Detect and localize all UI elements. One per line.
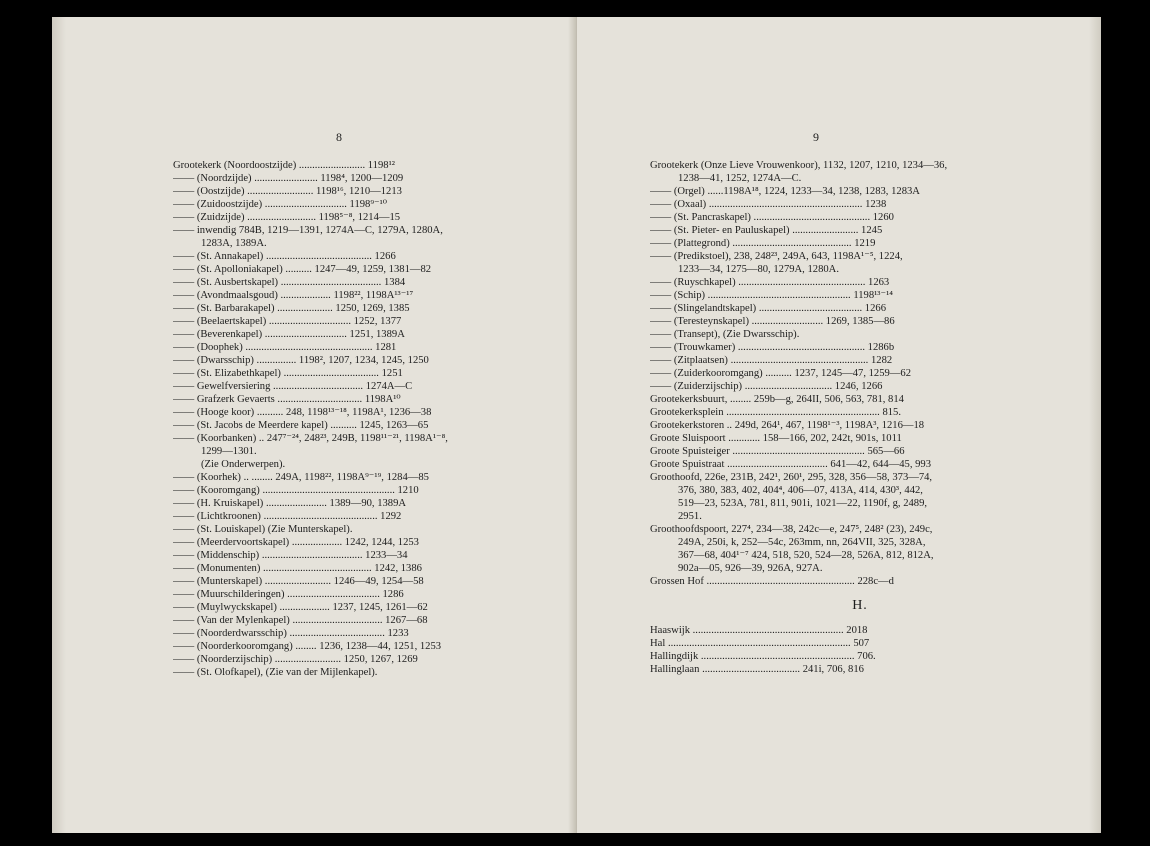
index-entry: 1299—1301. xyxy=(201,446,257,457)
index-entry: Grootekerksbuurt, ........ 259b—g, 264II, 506, 563, 781, 814 xyxy=(650,394,904,405)
index-entry: Hallinglaan ..................................... 241i, 706, 816 xyxy=(650,664,864,675)
index-entry: —— (Schip) ...................................................... 1198¹³⁻¹⁴ xyxy=(650,290,893,301)
index-entry: —— (Oxaal) .......................................................... 1238 xyxy=(650,199,887,210)
index-entry: —— (Oostzijde) ......................... 1198¹⁶, 1210—1213 xyxy=(173,186,402,197)
index-entry: —— (Hooge koor) .......... 248, 1198¹³⁻¹⁸, 1198A¹, 1236—38 xyxy=(173,407,432,418)
index-entry: 367—68, 404¹⁻⁷ 424, 518, 520, 524—28, 526A, 812, 812A, xyxy=(678,550,934,561)
index-entry: Hallingdijk .......................................................... 706. xyxy=(650,651,876,662)
index-entry: Grootekerk (Noordoostzijde) ......................... 1198¹² xyxy=(173,160,395,171)
index-entry: —— (Zitplaatsen) .................................................... 1282 xyxy=(650,355,893,366)
index-entry: —— (St. Louiskapel) (Zie Munterskapel). xyxy=(173,524,353,535)
index-entry: —— (Munterskapel) ......................... 1246—49, 1254—58 xyxy=(173,576,424,587)
index-entry: —— (Noorderkooromgang) ........ 1236, 1238—44, 1251, 1253 xyxy=(173,641,442,652)
index-entry: —— (Plattegrond) ............................................. 1219 xyxy=(650,238,876,249)
index-entry: —— (Trouwkamer) ................................................ 1286b xyxy=(650,342,895,353)
index-column-left xyxy=(173,159,577,679)
index-entry: —— (St. Pieter- en Pauluskapel) ......................... 1245 xyxy=(650,225,883,236)
index-entry: —— (Zuidoostzijde) ............................... 1198⁹⁻¹⁰ xyxy=(173,199,388,210)
index-entry: —— (St. Pancraskapel) ............................................ 1260 xyxy=(650,212,894,223)
index-entry: —— (H. Kruiskapel) ....................... 1389—90, 1389A xyxy=(173,498,407,509)
right-page xyxy=(577,17,1101,833)
index-entry: Groote Sluispoort ............ 158—166, 202, 242t, 901s, 1011 xyxy=(650,433,902,444)
page-number: 9 xyxy=(813,130,819,144)
index-entry: 1238—41, 1252, 1274A—C. xyxy=(678,173,802,184)
index-entry: —— (Transept), (Zie Dwarsschip). xyxy=(650,329,800,340)
index-entry: —— (Koorhek) .. ........ 249A, 1198²², 1198A⁹⁻¹⁹, 1284—85 xyxy=(173,472,429,483)
index-entry: Grossen Hof ........................................................ 228c—d xyxy=(650,576,894,587)
index-entry: 902a—05, 926—39, 926A, 927A. xyxy=(678,563,823,574)
index-entry: —— inwendig 784B, 1219—1391, 1274A—C, 1279A, 1280A, xyxy=(173,225,443,236)
index-entry: —— (Beelaertskapel) ............................... 1252, 1377 xyxy=(173,316,402,327)
index-entry: —— (Middenschip) ...................................... 1233—34 xyxy=(173,550,408,561)
index-entry: —— (Meerdervoortskapel) ................... 1242, 1244, 1253 xyxy=(173,537,419,548)
index-entry: Grootekerksplein .......................................................... 815. xyxy=(650,407,901,418)
index-block-g xyxy=(650,159,1070,588)
index-entry: —— (St. Elizabethkapel) .................................... 1251 xyxy=(173,368,403,379)
index-entry: —— (Noorderdwarsschip) .................................... 1233 xyxy=(173,628,409,639)
index-entry: Groothoofd, 226e, 231B, 242¹, 260¹, 295, 328, 356—58, 373—74, xyxy=(650,472,933,483)
index-entry: 519—23, 523A, 781, 811, 901i, 1021—22, 1190f, g, 2489, xyxy=(678,498,928,509)
index-entry: —— (St. Olofkapel), (Zie van der Mijlenkapel). xyxy=(173,667,378,678)
index-entry: —— (Doophek) ................................................ 1281 xyxy=(173,342,397,353)
index-entry: —— Gewelfversiering .................................. 1274A—C xyxy=(173,381,413,392)
index-entry: —— (St. Annakapel) ........................................ 1266 xyxy=(173,251,396,262)
index-entry: —— (Muylwyckskapel) ................... 1237, 1245, 1261—62 xyxy=(173,602,428,613)
index-entry: —— (Kooromgang) .................................................. 1210 xyxy=(173,485,419,496)
index-entry: Groothoofdspoort, 227⁴, 234—38, 242c—e, 247⁵, 248² (23), 249c, xyxy=(650,524,933,535)
index-entry: —— (St. Barbarakapel) ..................... 1250, 1269, 1385 xyxy=(173,303,410,314)
index-entry: —— (Orgel) ......1198A¹⁸, 1224, 1233—34, 1238, 1283, 1283A xyxy=(650,186,920,197)
index-entry: —— (St. Apolloniakapel) .......... 1247—49, 1259, 1381—82 xyxy=(173,264,432,275)
index-entry: —— (Muurschilderingen) ................................... 1286 xyxy=(173,589,404,600)
index-entry: —— (Beverenkapel) ............................... 1251, 1389A xyxy=(173,329,405,340)
index-entry: —— (Noorderzijschip) ......................... 1250, 1267, 1269 xyxy=(173,654,418,665)
index-entry: —— (St. Ausbertskapel) ...................................... 1384 xyxy=(173,277,406,288)
index-entry: Hal ..................................................................... 507 xyxy=(650,638,870,649)
index-entry: —— (Zuidzijde) .......................... 1198⁵⁻⁸, 1214—15 xyxy=(173,212,401,223)
index-entry: —— (Slingelandtskapel) ....................................... 1266 xyxy=(650,303,886,314)
index-entry: —— (Dwarsschip) ............... 1198², 1207, 1234, 1245, 1250 xyxy=(173,355,429,366)
left-page xyxy=(52,17,577,833)
index-entry: —— (Avondmaalsgoud) ................... 1198²², 1198A¹³⁻¹⁷ xyxy=(173,290,414,301)
index-entry: —— (Ruyschkapel) ................................................ 1263 xyxy=(650,277,890,288)
index-entry: —— (Lichtkroonen) ........................................... 1292 xyxy=(173,511,402,522)
index-entry: Grootekerk (Onze Lieve Vrouwenkoor), 1132, 1207, 1210, 1234—36, xyxy=(650,160,948,171)
index-entry: Haaswijk ......................................................... 2018 xyxy=(650,625,868,636)
index-entry: 249A, 250i, k, 252—54c, 263mm, nn, 264VII, 325, 328A, xyxy=(678,537,926,548)
index-column-right xyxy=(650,159,1070,676)
index-entry: —— (Van der Mylenkapel) .................................. 1267—68 xyxy=(173,615,428,626)
section-letter: H. xyxy=(852,598,868,613)
index-entry: —— (Monumenten) ......................................... 1242, 1386 xyxy=(173,563,422,574)
index-entry: —— (Predikstoel), 238, 248²³, 249A, 643, 1198A¹⁻⁵, 1224, xyxy=(650,251,903,262)
index-entry: Groote Spuisteiger .................................................. 565—66 xyxy=(650,446,905,457)
index-entry: Grootekerkstoren .. 249d, 264¹, 467, 1198¹⁻³, 1198A³, 1216—18 xyxy=(650,420,925,431)
index-entry: —— (Noordzijde) ........................ 1198⁴, 1200—1209 xyxy=(173,173,404,184)
index-entry: 1233—34, 1275—80, 1279A, 1280A. xyxy=(678,264,839,275)
index-entry: —— (Zuiderkooromgang) .......... 1237, 1245—47, 1259—62 xyxy=(650,368,911,379)
index-block-h xyxy=(650,624,1070,676)
index-entry: —— (St. Jacobs de Meerdere kapel) .......... 1245, 1263—65 xyxy=(173,420,429,431)
index-entry: —— (Zuiderzijschip) ................................. 1246, 1266 xyxy=(650,381,883,392)
index-entry: —— (Teresteynskapel) ........................... 1269, 1385—86 xyxy=(650,316,895,327)
index-entry: Groote Spuistraat ...................................... 641—42, 644—45, 993 xyxy=(650,459,932,470)
index-entry: 376, 380, 383, 402, 404⁴, 406—07, 413A, 414, 430³, 442, xyxy=(678,485,923,496)
index-entry: —— Grafzerk Gevaerts ................................ 1198A¹⁰ xyxy=(173,394,401,405)
index-entry: (Zie Onderwerpen). xyxy=(201,459,286,470)
index-entry: 2951. xyxy=(678,511,702,522)
index-entry: 1283A, 1389A. xyxy=(201,238,267,249)
page-number: 8 xyxy=(336,130,342,144)
index-entry: —— (Koorbanken) .. 247⁷⁻²⁴, 248²³, 249B, 1198¹¹⁻²¹, 1198A¹⁻⁸, xyxy=(173,433,448,444)
